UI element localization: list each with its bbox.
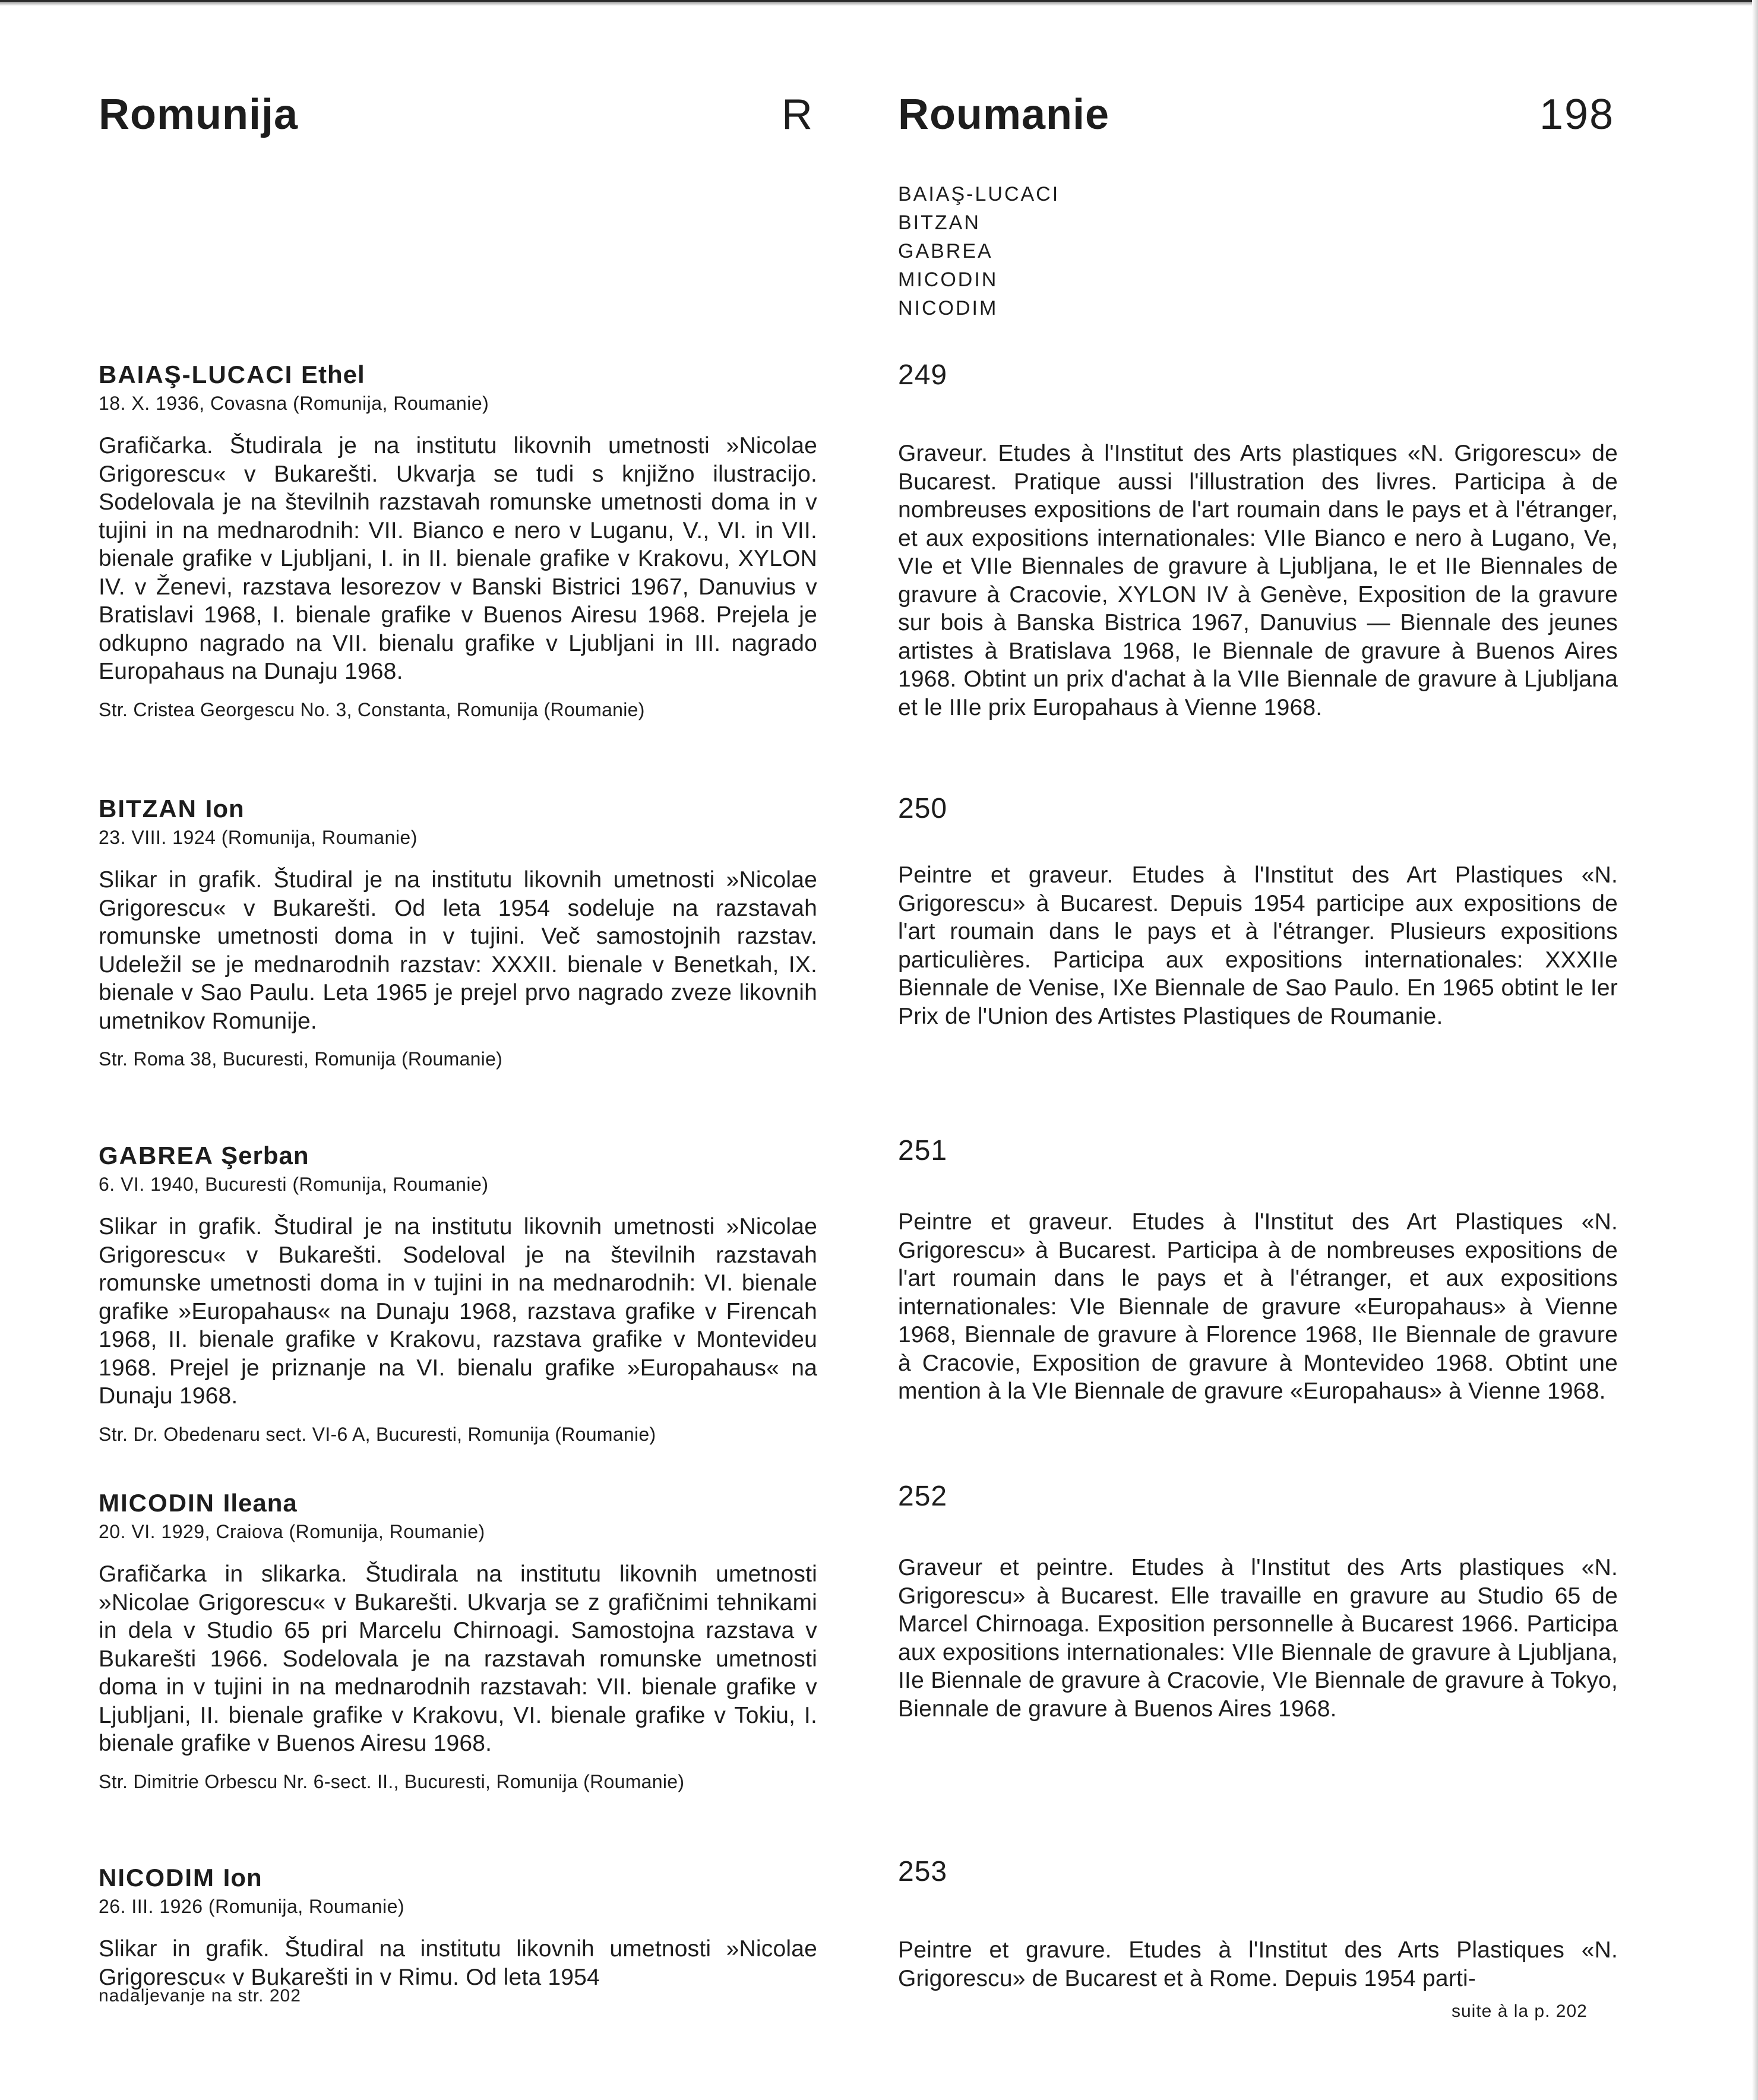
continued-note-french: suite à la p. 202 [1452,2001,1588,2021]
artist-given-name: Ethel [301,360,365,388]
index-item: GABREA [898,240,993,262]
artist-given-name: Ileana [223,1489,298,1517]
entry-number: 251 [898,1135,948,1166]
entry-slovene [99,359,817,723]
entry-number: 249 [898,359,948,391]
index-item: BITZAN [898,211,981,234]
entry-french [898,1480,1618,1723]
address: Str. Dimitrie Orbescu Nr. 6-sect. II., Bucuresti, Romunija (Roumanie) [99,1770,685,1792]
biography-slovene: Grafičarka. Študirala je na institutu likovnih umetnosti »Nicolae Grigorescu« v Bukarešti. Ukvarja se tudi s knjižno ilustracijo. Sodelovala je na številnih razstavah romunske umetnosti doma in v tujini in na mednarodnih: VII. Bianco e nero v Luganu, V., VI. in VII. bienale grafike v Ljubljani, I. in II. bienale grafike v Krakovu, XYLON IV. v Ženevi, razstava lesorezov v Banski Bistrici 1967, Danuvius v Bratislavi 1968, I. bienale grafike v Buenos Airesu 1968. Prejela je odkupno nagrado na VII. bienalu grafike v Ljubljani in III. nagrado Europahaus na Dunaju 1968. [99,433,817,684]
entry-french [898,359,1618,722]
biography-slovene: Slikar in grafik. Študiral na institutu likovnih umetnosti »Nicolae Grigorescu« v Bukarešti in v Rimu. Od leta 1954 [99,1936,817,1990]
birth-info: 26. III. 1926 (Romunija, Roumanie) [99,1896,405,1917]
biography-french: Graveur. Etudes à l'Institut des Arts plastiques «N. Grigorescu» de Bucarest. Pratique aussi l'illustration des livres. Participa à de nombreuses expositions de l'art roumain dans le pays et à l'étranger, et aux expositions internationales: VIIe Bianco e nero à Lugano, Ve, VIe et VIIe Biennales de gravure à Ljubljana, Ie et IIe Biennales de gravure à Cracovie, XYLON IV à Genève, Exposition de la gravure sur bois à Banska Bistrica 1967, Danuvius — Biennale des jeunes artistes à Bratislava 1968, Ie Biennale de gravure à Buenos Aires 1968. Obtint un prix d'achat à la VIIe Biennale de gravure à Ljubljana et le IIIe prix Europahaus à Vienne 1968. [898,441,1618,720]
entry-number: 253 [898,1856,948,1887]
section-letter: R [782,91,813,138]
page-title-french: Roumanie [898,91,1110,138]
biography-french: Graveur et peintre. Etudes à l'Institut des Arts plastiques «N. Grigorescu» à Bucarest. Elle travaille en gravure au Studio 65 de Marcel Chirnoaga. Exposition personnelle à Bucarest 1966. Participa aux expositions internationales: VIIe Biennale de gravure à Ljubljana, IIe Biennale de gravure à Cracovie, VIe Biennale de gravure à Tokyo, Biennale de gravure à Buenos Aires 1968. [898,1555,1618,1722]
entry-number: 250 [898,793,948,824]
artist-surname: BAIAŞ-LUCACI [99,360,293,388]
top-rule [0,0,1758,6]
artist-name [99,359,817,390]
address: Str. Roma 38, Bucuresti, Romunija (Roumanie) [99,1048,503,1070]
continued-note-slovene: nadaljevanje na str. 202 [99,1986,301,2006]
entry-french [898,792,1618,1030]
entry-french [898,1855,1618,1993]
biography-slovene: Grafičarka in slikarka. Študirala na institutu likovnih umetnosti »Nicolae Grigorescu« v Bukarešti. Ukvarja se z grafičnimi tehnikami in dela v Studio 65 pri Marcelu Chirnoagi. Samostojna razstava v Bukarešti 1966. Sodelovala je na razstavah romunske umetnosti doma in v tujini in na mednarodnih razstavah: VII. bienale grafike v Ljubljani, II. bienale grafike v Krakovu, VI. bienale grafike v Tokiu, I. bienale grafike v Buenos Airesu 1968. [99,1561,817,1756]
artist-name [99,1488,817,1519]
artist-surname: NICODIM [99,1864,215,1892]
biography-french: Peintre et graveur. Etudes à l'Institut des Art Plastiques «N. Grigorescu» à Bucarest. Depuis 1954 participe aux expositions de l'art roumain dans le pays et à l'étranger. Plusieurs expositions particulières. Participa aux expositions internationales: XXXIIe Biennale de Venise, IXe Biennale de Sao Paulo. En 1965 obtint le Ier Prix de l'Union des Artistes Plastiques de Roumanie. [898,862,1618,1029]
biography-french: Peintre et gravure. Etudes à l'Institut des Arts Plastiques «N. Grigorescu» de Bucarest et à Rome. Depuis 1954 parti- [898,1937,1618,1991]
index-item: BAIAŞ-LUCACI [898,183,1060,205]
entry-slovene [99,1140,817,1447]
index-item: NICODIM [898,297,998,320]
birth-info: 20. VI. 1929, Craiova (Romunija, Roumanie) [99,1521,485,1542]
artist-given-name: Şerban [221,1141,309,1169]
biography-slovene: Slikar in grafik. Študiral je na institutu likovnih umetnosti »Nicolae Grigorescu« v Bukarešti. Od leta 1954 sodeluje na razstavah romunske umetnosti doma in v tujini. Več samostojnih razstav. Udeležil se je mednarodnih razstav: XXXII. bienale v Benetkah, IX. bienale v Sao Paulu. Leta 1965 je prejel prvo nagrado zveze likovnih umetnikov Romunije. [99,867,817,1034]
artist-given-name: Ion [205,795,245,823]
index-item: MICODIN [898,268,998,291]
artist-name [99,1862,817,1893]
entry-french [898,1134,1618,1406]
address: Str. Cristea Georgescu No. 3, Constanta, Romunija (Roumanie) [99,698,645,720]
artist-given-name: Ion [223,1864,263,1892]
entry-slovene [99,793,817,1072]
artist-surname: GABREA [99,1141,213,1169]
artist-surname: MICODIN [99,1489,215,1517]
entry-slovene [99,1488,817,1795]
biography-slovene: Slikar in grafik. Študiral je na institutu likovnih umetnosti »Nicolae Grigorescu« v Bukarešti. Sodeloval je na številnih razstavah romunske umetnosti doma in v tujini in na mednarodnih: VI. bienale grafike »Europahaus« na Dunaju 1968, razstava grafike v Firencah 1968, II. bienale grafike v Krakovu, razstava grafike v Montevideu 1968. Prejel je priznanje na VI. bienalu grafike »Europahaus« na Dunaju 1968. [99,1214,817,1409]
page-number: 198 [1539,91,1615,138]
artist-index [898,180,1060,322]
artist-surname: BITZAN [99,795,197,823]
artist-name [99,793,817,824]
artist-name [99,1140,817,1171]
biography-french: Peintre et graveur. Etudes à l'Institut des Art Plastiques «N. Grigorescu» à Bucarest. Participa à de nombreuses expositions de l'art roumain dans le pays et à l'étranger, et aux expositions internationales: VIe Biennale de gravure «Europahaus» à Vienne 1968, Biennale de gravure à Florence 1968, IIe Biennale de gravure à Cracovie, Exposition de gravure à Montevideo 1968. Obtint une mention à la VIe Biennale de gravure «Europahaus» à Vienne 1968. [898,1209,1618,1404]
address: Str. Dr. Obedenaru sect. VI-6 A, Bucuresti, Romunija (Roumanie) [99,1423,656,1445]
entry-slovene [99,1862,817,1991]
page-title-slovene: Romunija [99,91,299,138]
entry-number: 252 [898,1481,948,1512]
birth-info: 18. X. 1936, Covasna (Romunija, Roumanie) [99,393,489,414]
birth-info: 23. VIII. 1924 (Romunija, Roumanie) [99,827,418,848]
page-edge-shadow [1752,0,1758,2100]
birth-info: 6. VI. 1940, Bucuresti (Romunija, Roumanie) [99,1174,489,1195]
